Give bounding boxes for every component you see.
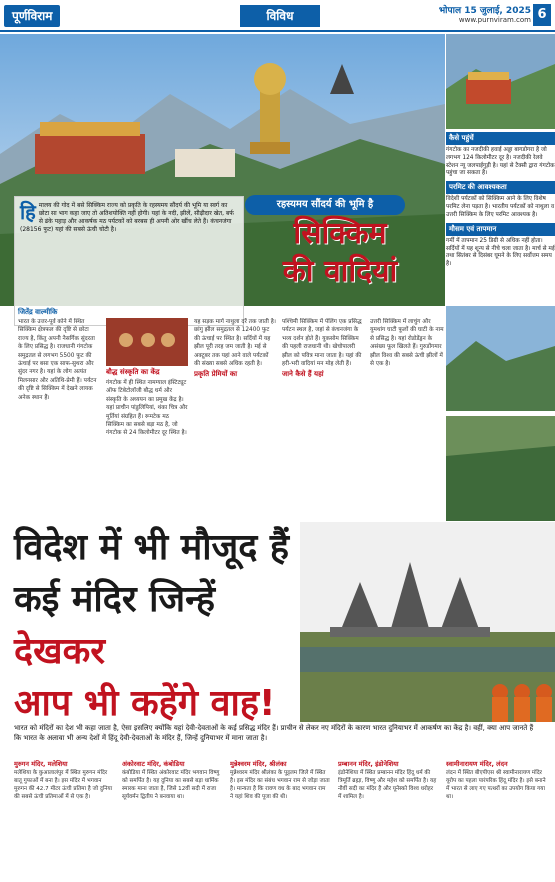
temples-headline xyxy=(14,522,304,730)
headline-line-2: की वादियां xyxy=(282,254,398,289)
temple-col-3 xyxy=(230,758,330,882)
intro-box xyxy=(14,196,244,326)
lake-and-valley-photos xyxy=(446,306,555,521)
newspaper-logo[interactable]: पूर्णविराम xyxy=(4,5,60,27)
section-label: विविध xyxy=(240,5,320,27)
byline: जितेंद्र वाल्मीकि xyxy=(18,308,58,316)
temple-col-3-heading: मुन्नेश्वरम मंदिर, श्रीलंका xyxy=(230,760,287,768)
temple-col-5-heading: स्वामीनारायण मंदिर, लंदन xyxy=(446,760,508,768)
temple-col-4-heading: प्रम्बानन मंदिर, इंडोनेशिया xyxy=(338,760,399,768)
temples-columns xyxy=(14,758,554,882)
sidebar-text-weather: गर्मी में तापमान 25 डिग्री से अधिक नहीं होता। सर्दियों में यह शून्य से नीचे चला जाता है। मार्च से मई तथा सितंबर से दिसंबर घूमने के लिए सर्वोत्तम समय है। xyxy=(446,237,555,268)
article-col-2 xyxy=(106,318,188,518)
article-col-1-text: भारत के उत्तर-पूर्व कोने में स्थित सिक्किम क्षेत्रफल की दृष्टि से छोटा राज्य है, किंतु अपनी नैसर्गिक सुंदरता के लिए प्रसिद्ध है। राजधानी गंगटोक समुद्रतल से लगभग 5500 फुट की ऊंचाई पर बसा एक साफ-सुथरा और सुंदर नगर है। यहां के लोग अत्यंत मिलनसार और अतिथि-प्रेमी हैं। पर्यटन की दृष्टि से सिक्किम में देखने लायक अनेक स्थान हैं। xyxy=(18,319,97,401)
temple-col-4 xyxy=(338,758,438,882)
article-col-5 xyxy=(370,318,446,518)
article-col-2-text: गंगटोक में ही स्थित नामग्याल इंस्टिट्यूट ऑफ टिबेटोलॉजी बौद्ध धर्म और संस्कृति के अध्ययन का प्रमुख केंद्र है। यहां प्राचीन पांडुलिपियां, थंका चित्र और मूर्तियां संग्रहित हैं। रूमटेक मठ सिक्किम का सबसे बड़ा मठ है, जो गंगटोक से 24 किलोमीटर दूर स्थित है। xyxy=(106,380,188,437)
article-subhead-3: जाने कैसे हैं यहां xyxy=(282,370,324,379)
headline-line-1: सिक्किम xyxy=(293,216,387,251)
temple-col-1-heading: मुरुगन मंदिर, मलेशिया xyxy=(14,760,68,768)
sidebar-text-reach: गंगटोक का नजदीकी हवाई अड्डा बागडोगरा है जो लगभग 124 किलोमीटर दूर है। नजदीकी रेलवे स्टेशन न्यू जलपाईगुड़ी है। यहां से टैक्सी द्वारा गंगटोक पहुंचा जा सकता है। xyxy=(446,147,555,177)
temple-col-4-text: इंडोनेशिया में स्थित प्रम्बानन मंदिर हिंदू धर्म की त्रिमूर्ति ब्रह्मा, विष्णु और महेश को समर्पित है। यह नौवीं सदी का मंदिर है और यूनेस्को विश्व धरोहर में शामिल है। xyxy=(338,770,437,801)
article-col-4 xyxy=(282,318,364,518)
article-subhead-2: प्रकृति प्रेमियों का xyxy=(194,370,238,379)
temples-intro: भारत को मंदिरों का देश भी कहा जाता है, ऐसा इसलिए क्योंकि यहां देवी-देवताओं के कई प्रसिद्ध मंदिर हैं। प्राचीन से लेकर नए मंदिरों के कारण भारत दुनियाभर में आकर्षण का केंद्र है। वहीं, क्या आप जानते हैं कि भारत के अलावा भी अन्य देशों में हिंदू देवी-देवताओं के मंदिर हैं, जिन्हें दुनियाभर में माना जाता है। xyxy=(14,724,534,743)
temples-headline-red: देखकर xyxy=(14,631,105,672)
website-link[interactable]: www.purnviram.com xyxy=(458,16,531,24)
article-col-4-text: पश्चिमी सिक्किम में पेलिंग एक प्रसिद्ध पर्यटन स्थल है, जहां से कंचनजंगा के भव्य दर्शन होते हैं। युकसोम सिक्किम की पहली राजधानी थी। खेचोपालरी झील को पवित्र माना जाता है। यहां की हरी-भरी वादियां मन मोह लेती हैं। xyxy=(282,319,362,367)
sidebar-heading-weather: मौसम एवं तापमान xyxy=(446,223,555,236)
monks-photo xyxy=(106,318,188,366)
temple-col-5 xyxy=(446,758,546,882)
temple-col-5-text: लंदन में स्थित बीएपीएस श्री स्वामीनारायण मंदिर यूरोप का पहला पारंपरिक हिंदू मंदिर है। इसे बनाने में भारत से लाए गए पत्थरों का उपयोग किया गया था। xyxy=(446,770,546,801)
temples-headline-line-2-text: कई मंदिर जिन्हें xyxy=(14,579,215,620)
temple-col-2-text: कंबोडिया में स्थित अंकोरवाट मंदिर भगवान विष्णु को समर्पित है। यह दुनिया का सबसे बड़ा धार्मिक स्मारक माना जाता है, जिसे 12वीं सदी में राजा सूर्यवर्मन द्वितीय ने बनवाया था। xyxy=(122,770,220,801)
masthead xyxy=(0,0,555,32)
temple-col-2-heading: अंकोरवाट मंदिर, कंबोडिया xyxy=(122,760,185,768)
article-body xyxy=(18,318,446,518)
sidebar-heading-permit: परमिट की आवश्यकता xyxy=(446,181,555,194)
temple-col-1 xyxy=(14,758,114,882)
date-text: भोपाल 15 जुलाई, 2025 xyxy=(438,6,531,16)
intro-text: मालय की गोद में बसे सिक्किम राज्य को प्रकृति के रहस्यमय सौंदर्य की भूमि या स्वर्ग का छोटा सा भाग कहा जाए तो अतिशयोक्ति नहीं होगी। यहां के नदी, झीलें, सीढ़ीदार खेत, बर्फ से ढंके पहाड़ और आकर्षक मठ पर्यटकों को बरबस ही अपनी ओर खींच लेते हैं। कंचनजंगा (28156 फुट) यहां की सबसे ऊंची चोटी है। xyxy=(20,202,234,234)
page-number: 6 xyxy=(533,4,551,26)
drop-cap: हि xyxy=(20,200,36,224)
story-headline xyxy=(240,215,440,291)
article-col-1 xyxy=(18,318,100,518)
temple-col-2 xyxy=(122,758,222,882)
sidebar-text-permit: विदेशी पर्यटकों को सिक्किम आने के लिए विशेष परमिट लेना पड़ता है। भारतीय पर्यटकों को नाथुला व उत्तरी सिक्किम के लिए परमिट आवश्यक है। xyxy=(446,196,555,218)
temples-headline-line-3: आप भी कहेंगे वाह! xyxy=(14,683,276,724)
temples-headline-line-1: विदेश में भी मौजूद हैं xyxy=(14,527,290,568)
article-col-3-text: यह सड़क मार्ग नाथुला दर्रे तक जाती है। छांगु झील समुद्रतल से 12400 फुट की ऊंचाई पर स्थित है। सर्दियों में यह झील पूरी तरह जम जाती है। मई से अक्टूबर तक यहां आने वाले पर्यटकों की संख्या सबसे अधिक रहती है। xyxy=(194,319,276,367)
dateline xyxy=(439,3,531,24)
temple-col-1-text: मलेशिया के कुआलालंपुर में स्थित मुरुगन मंदिर बातू गुफाओं में बना है। इस मंदिर में भगवान मुरुगन की 42.7 मीटर ऊंची प्रतिमा है जो दुनिया की सबसे ऊंची प्रतिमाओं में से एक है। xyxy=(14,770,113,801)
angkor-wat-photo xyxy=(300,522,555,722)
story-kicker: रहस्यमय सौंदर्य की भूमि है xyxy=(245,195,405,215)
article-subhead-1: बौद्ध संस्कृति का केंद्र xyxy=(106,368,160,376)
article-col-3 xyxy=(194,318,276,518)
article-col-5-text: उत्तरी सिक्किम में लाचुंग और युमथांग घाटी फूलों की घाटी के नाम से प्रसिद्ध है। यहां रोडोडेंड्रन के असंख्य फूल खिलते हैं। गुरुडोंगमार झील विश्व की सबसे ऊंची झीलों में से एक है। xyxy=(370,319,444,367)
monastery-photo xyxy=(446,34,555,129)
temple-col-3-text: मुन्नेश्वरम मंदिर श्रीलंका के पुट्टलम जिले में स्थित है। इस मंदिर का संबंध भगवान राम से जोड़ा जाता है। मान्यता है कि रावण वध के बाद भगवान राम ने यहां शिव की पूजा की थी। xyxy=(230,770,330,801)
sidebar-heading-reach: कैसे पहुंचें xyxy=(446,132,555,145)
temples-headline-line-2 xyxy=(14,574,304,678)
